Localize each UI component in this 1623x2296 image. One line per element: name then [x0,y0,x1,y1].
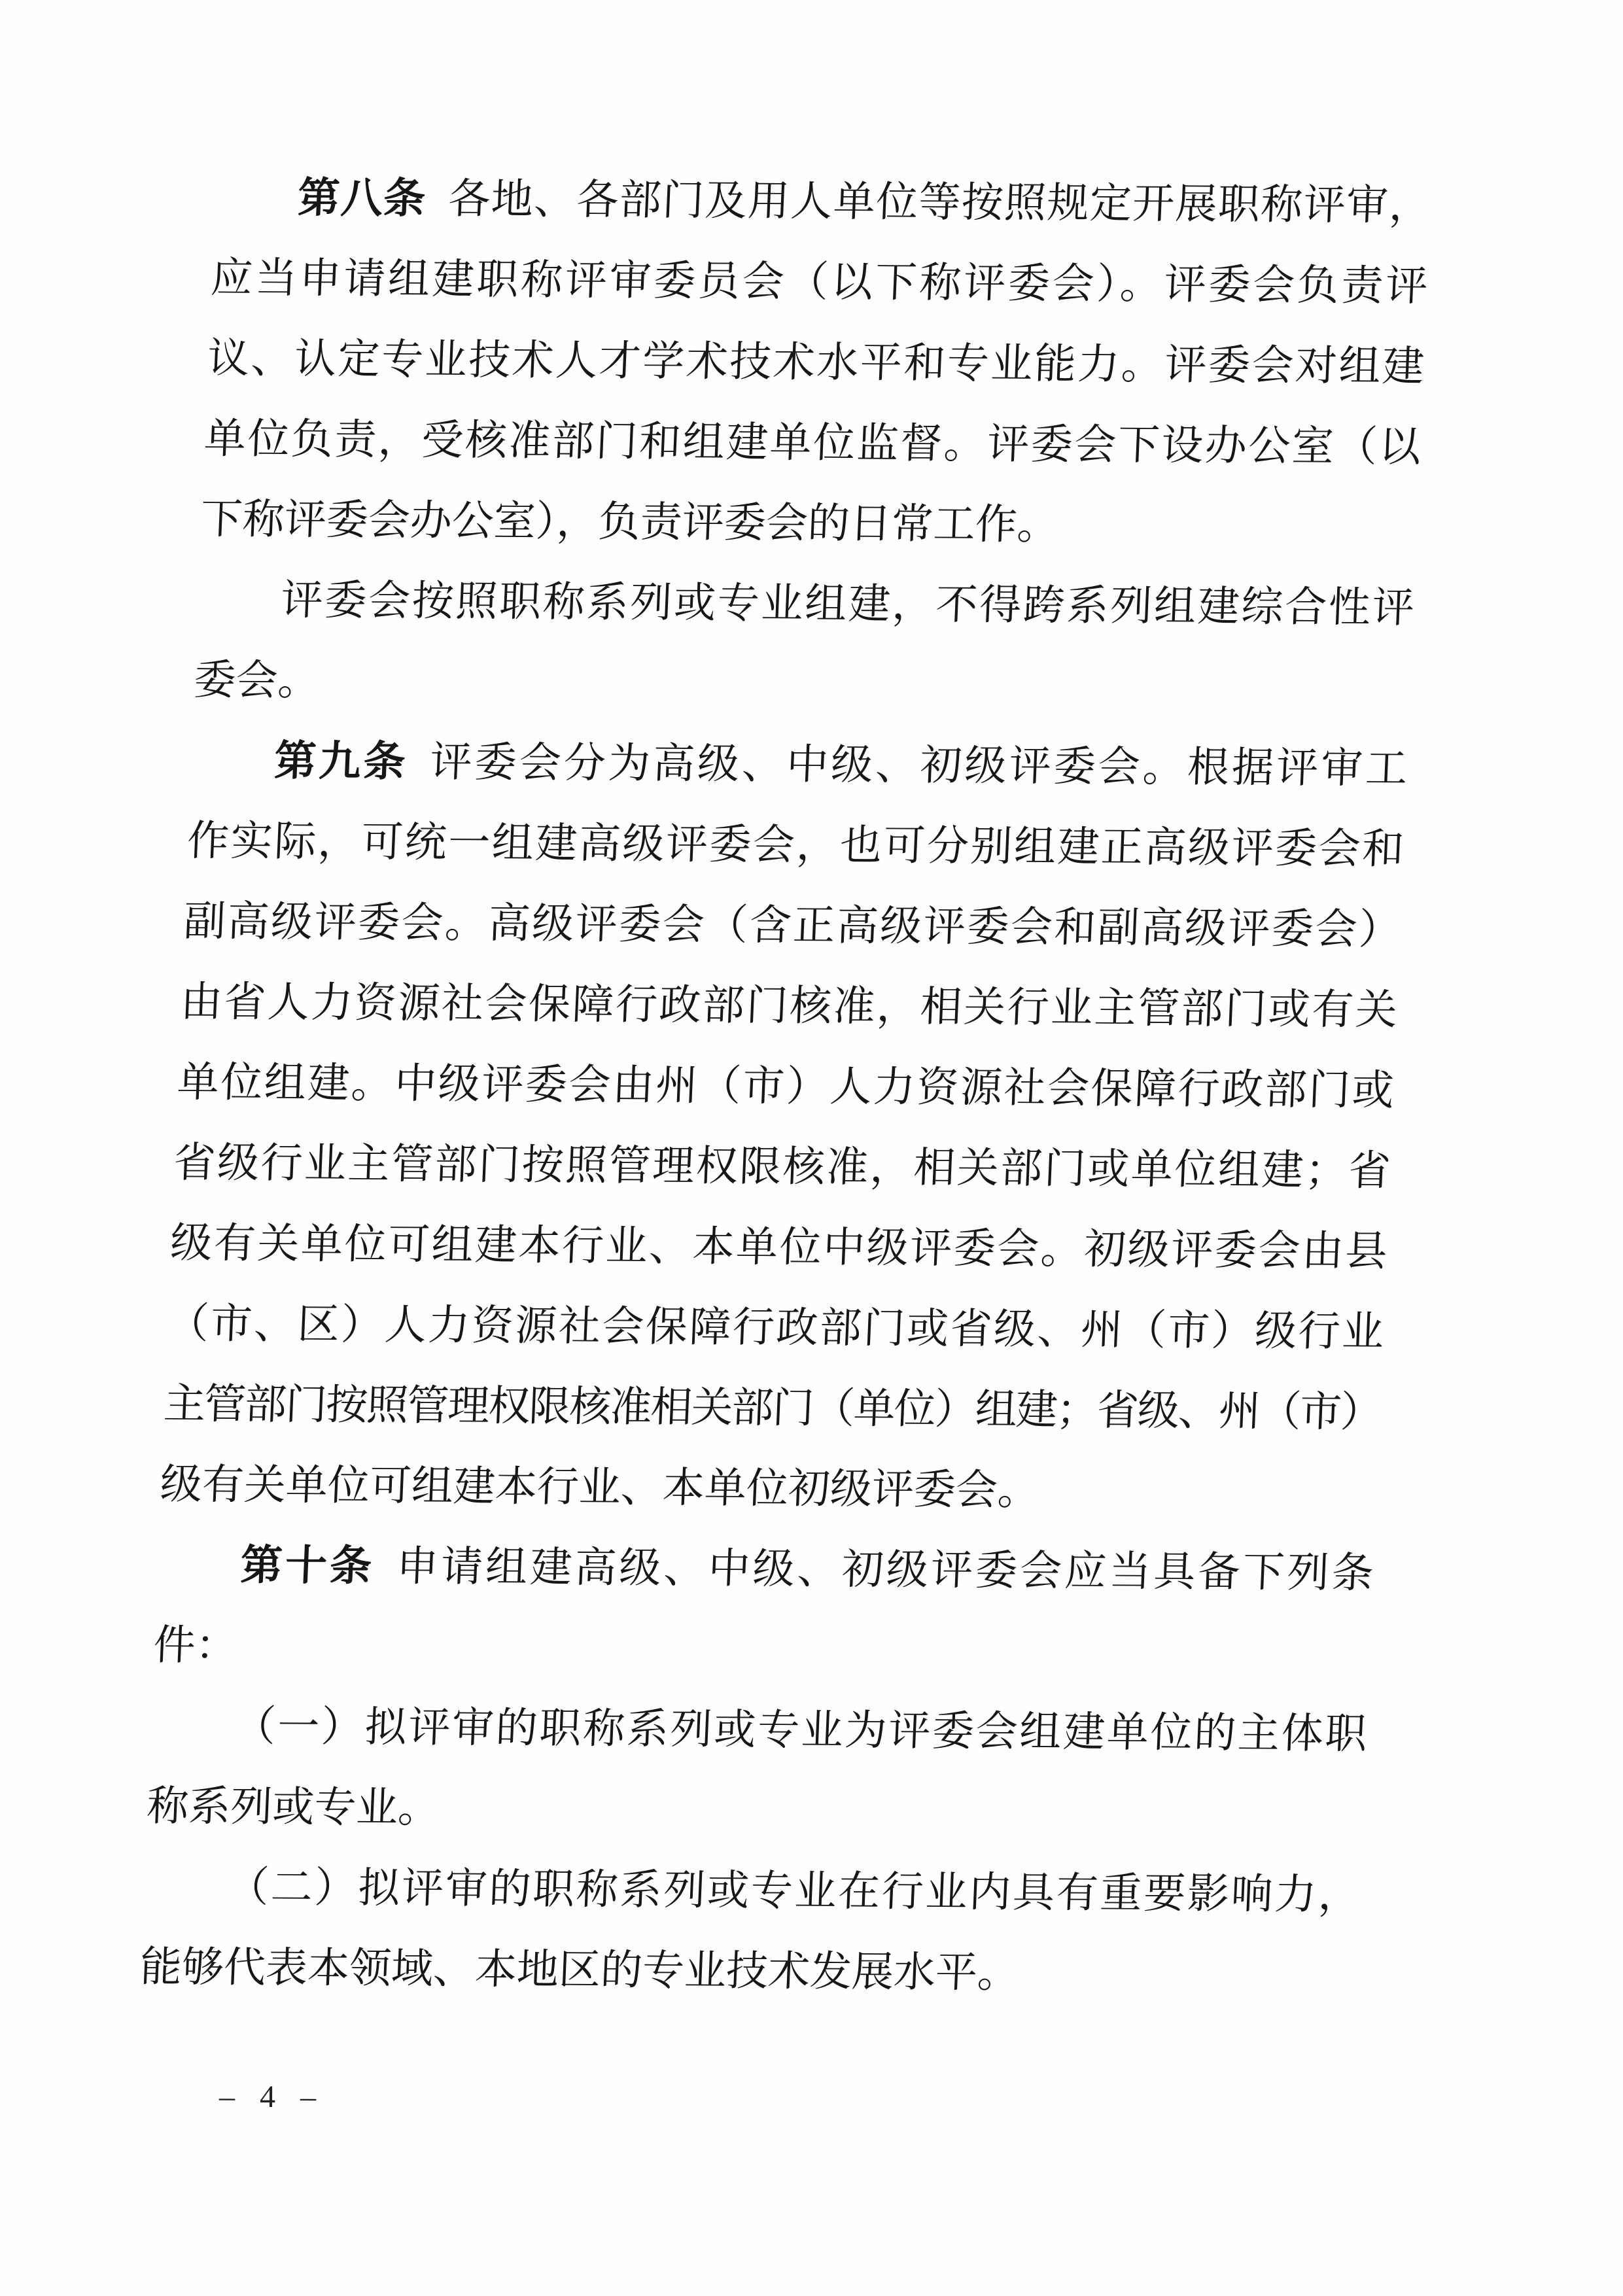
text-line [145,1765,1365,1854]
text-line [213,157,1433,246]
line-text: 级有关单位可组建本行业、本单位中级评委会。初级评委会由县 [169,1219,1388,1275]
line-text: 级有关单位可组建本行业、本单位初级评委会。 [159,1461,1041,1514]
line-text: 申请组建高级、中级、初级评委会应当具备下列条 [395,1542,1375,1597]
text-line [189,720,1409,809]
text-line [202,398,1422,487]
line-text: 下称评委会办公室），负责评委会的日常工作。 [200,495,1060,549]
line-text: 评委会分为高级、中级、初级评委会。根据评审工 [429,739,1408,792]
article-number: 第八条 [296,174,427,222]
text-line [155,1524,1375,1613]
line-text: （一）拟评审的职称系列或专业为评委会组建单位的主体职 [233,1703,1368,1758]
line-text: 应当申请组建职称评审委员会（以下称评委会）。评委会负责评 [209,254,1429,309]
text-line [199,479,1419,568]
text-line [142,1846,1362,1935]
page-number: – 4 – [218,2079,319,2115]
line-text: 主管部门按照管理权限核准相关部门（单位）组建；省级、州（市） [162,1380,1382,1436]
text-line [175,1042,1395,1131]
text-line [158,1444,1378,1533]
line-text: （二）拟评审的职称系列或专业在行业内具有重要影响力， [226,1864,1361,1919]
line-text: （市、区）人力资源社会保障行政部门或省级、州（市）级行业 [166,1300,1385,1355]
line-text: 能够代表本领域、本地区的专业技术发展水平。 [139,1943,1021,1996]
line-text: 省级行业主管部门按照管理权限核准，相关部门或单位组建；省 [173,1139,1392,1194]
line-text: 件： [152,1622,239,1669]
text-line [186,801,1406,890]
line-text: 称系列或专业。 [145,1783,441,1832]
line-text: 单位组建。中级评委会由州（市）人力资源社会保障行政部门或 [176,1058,1395,1114]
line-text: 由省人力资源社会保障行政部门核准，相关行业主管部门或有关 [179,978,1399,1034]
line-text: 委会。 [193,656,321,704]
line-text: 评委会按照职称系列或专业组建，不得跨系列组建综合性评 [280,576,1416,631]
line-text: 各地、各部门及用人单位等按照规定开展职称评审， [447,175,1432,229]
line-text: 副高级评委会。高级评委会（含正高级评委会和副高级评委会） [183,897,1402,953]
line-text: 议、认定专业技术人才学术技术水平和专业能力。评委会对组建 [206,334,1425,390]
text-line [192,640,1412,729]
text-line [179,962,1399,1051]
document-body [138,157,1432,2015]
text-line [196,559,1416,648]
text-line [182,881,1402,970]
text-line [169,1203,1389,1292]
line-text: 单位负责，受核准部门和组建单位监督。评委会下设办公室（以 [203,415,1422,470]
article-number: 第十条 [239,1542,375,1590]
text-line [209,237,1429,326]
text-line [152,1605,1372,1694]
text-line [172,1122,1392,1211]
text-line [206,318,1426,407]
text-line [138,1926,1358,2015]
text-line [148,1685,1369,1774]
article-number: 第九条 [273,737,410,786]
text-line [162,1364,1382,1453]
text-line [166,1283,1386,1372]
line-text: 作实际，可统一组建高级评委会，也可分别组建正高级评委会和 [186,817,1405,873]
